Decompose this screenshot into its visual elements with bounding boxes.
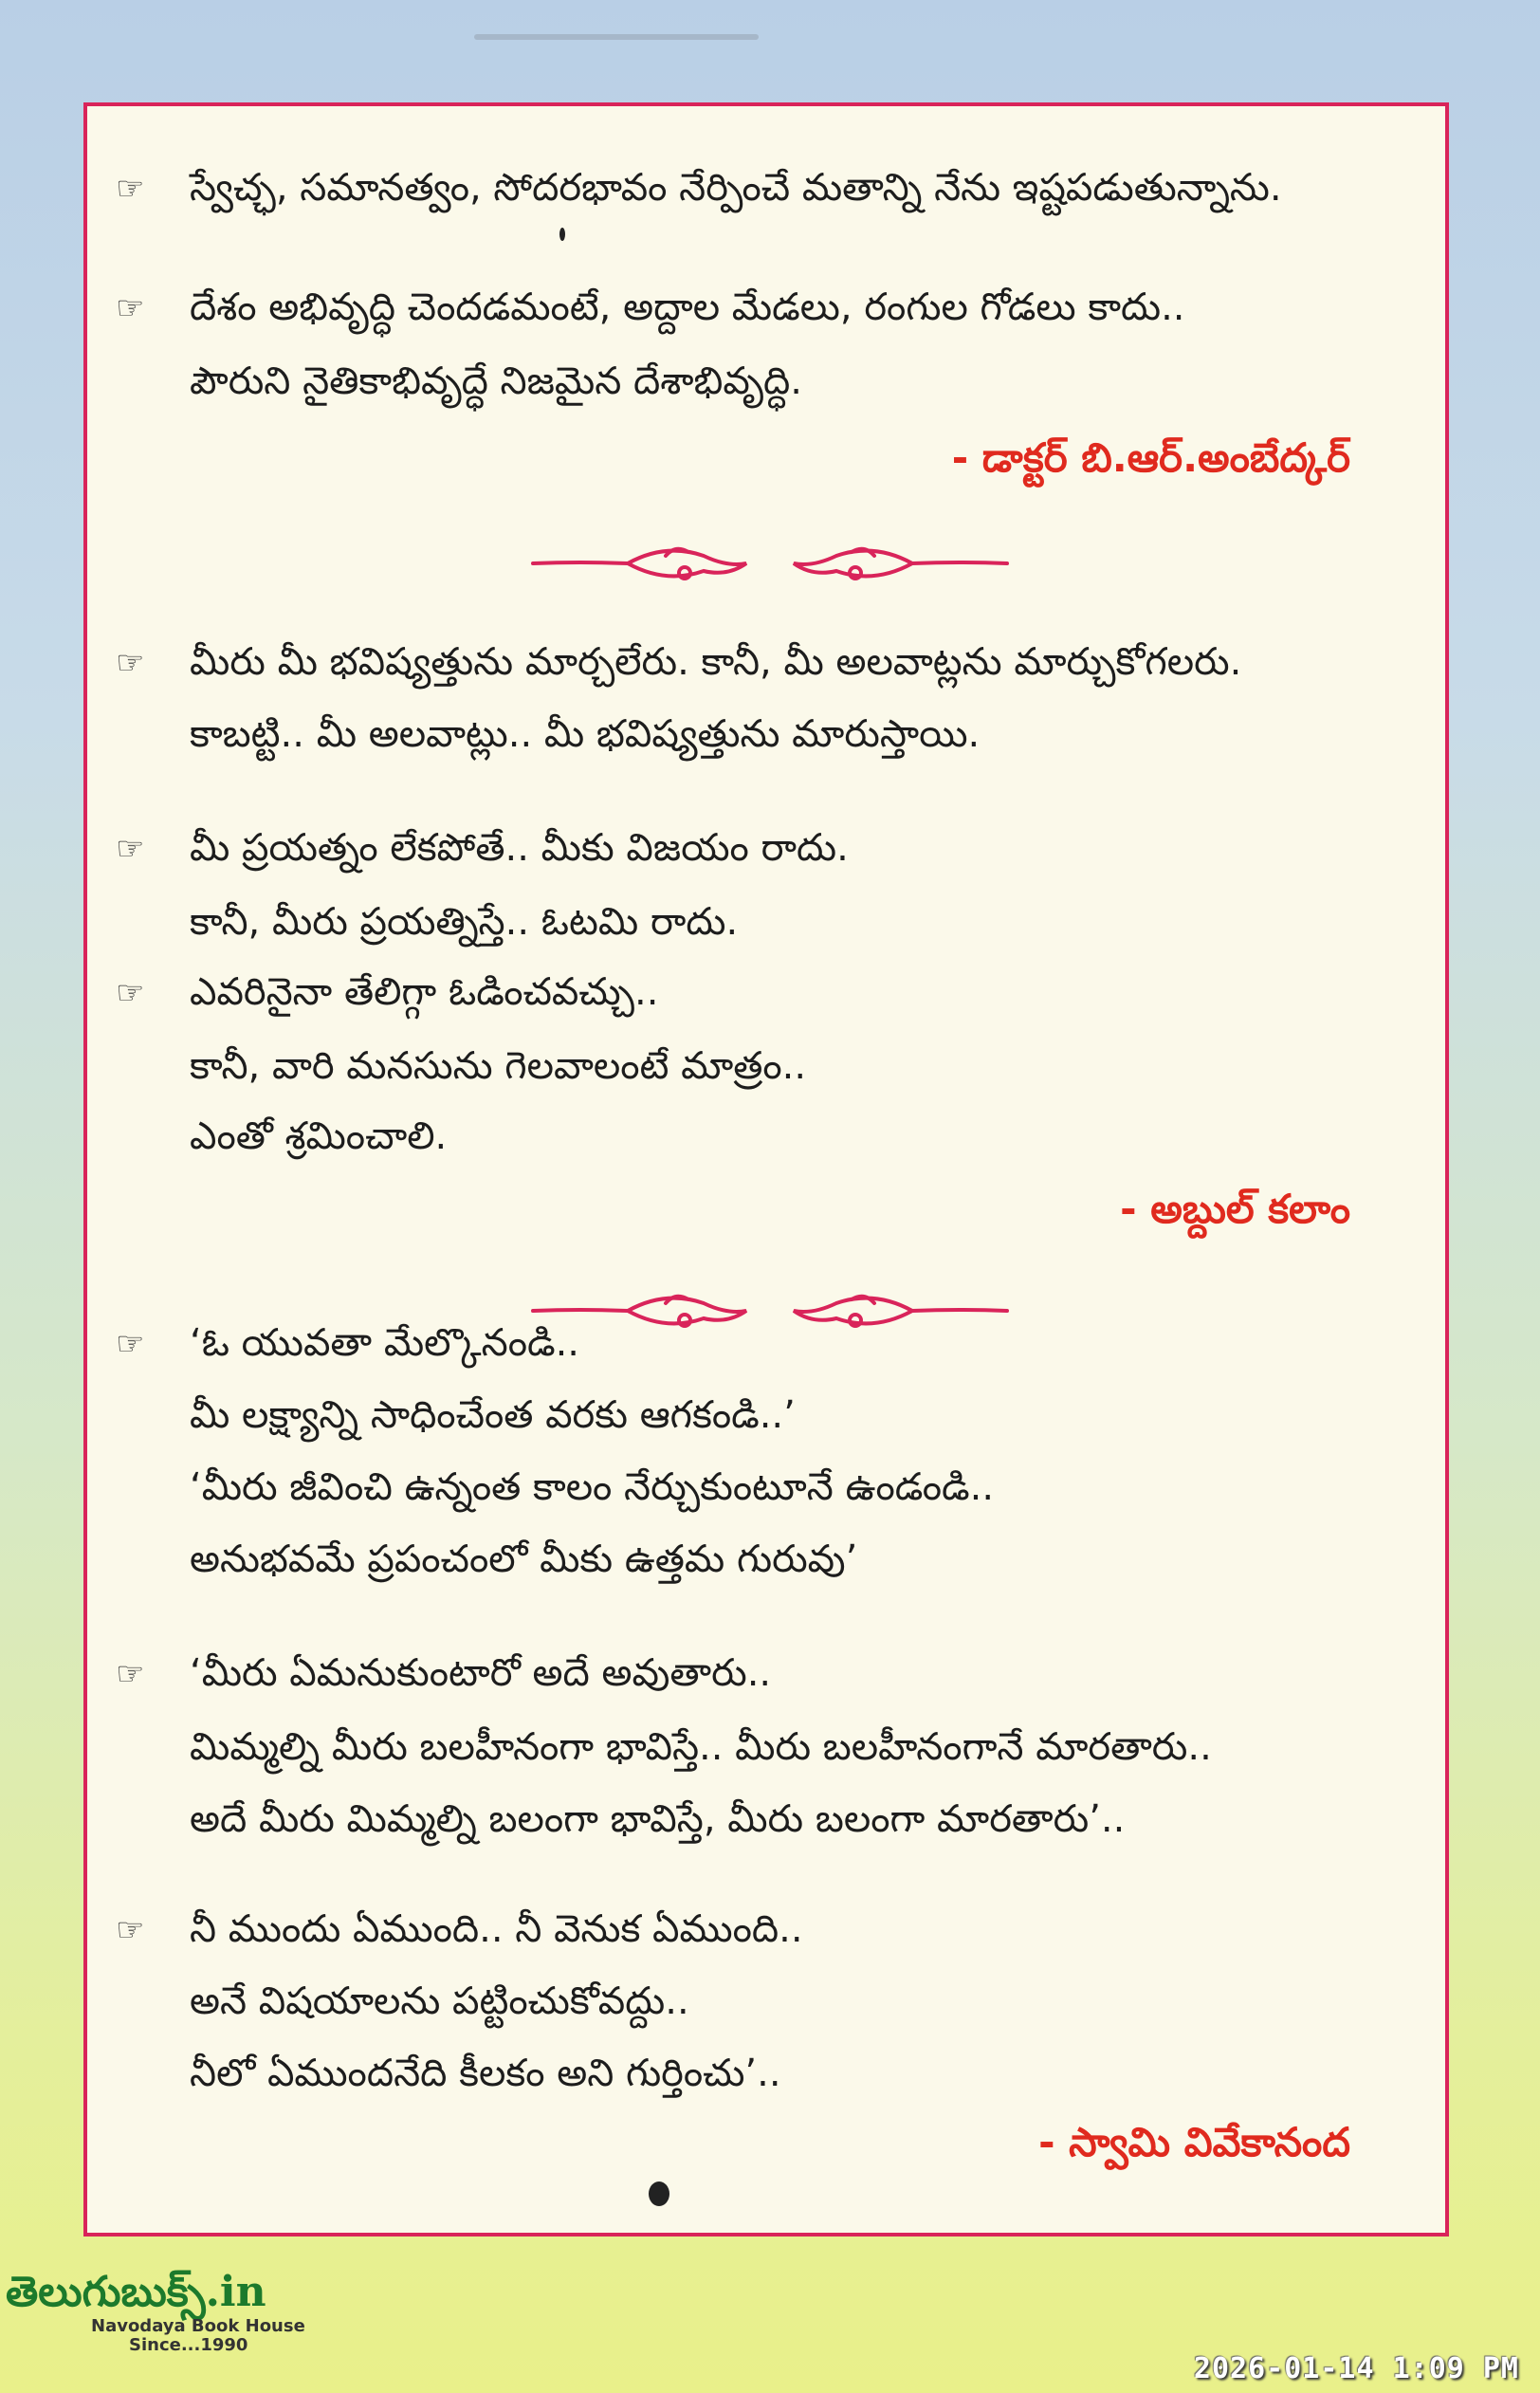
ornament-divider [523, 535, 1017, 592]
quote-line: నీలో ఏముందనేది కీలకం అని గుర్తించు’.. [190, 2052, 781, 2095]
quote-line: కానీ, వారి మనసును గెలవాలంటే మాత్రం.. [190, 1044, 807, 1088]
quote-line: అనే విషయాలను పట్టించుకోవద్దు.. [190, 1979, 689, 2023]
quote-line: స్వేచ్ఛ, సమానత్వం, సోదరభావం నేర్పించే మతాన్ని నేను ఇష్టపడుతున్నాను. [190, 166, 1282, 210]
ornament-divider [523, 1282, 1017, 1339]
quote-line: అనుభవమే ప్రపంచంలో మీకు ఉత్తమ గురువు’ [190, 1537, 858, 1581]
attribution-kalam: - అబ్దుల్ కలాం [1120, 1186, 1350, 1232]
quote-line: మిమ్మల్ని మీరు బలహీనంగా భావిస్తే.. మీరు బలహీనంగానే మారతారు.. [190, 1725, 1212, 1769]
pointing-hand-icon: ☞ [116, 289, 145, 327]
quote-line: ఎవరినైనా తేలిగ్గా ఓడించవచ్చు.. [190, 970, 659, 1014]
quote-line: కాబట్టి.. మీ అలవాట్లు.. మీ భవిష్యత్తును మారుస్తాయి. [190, 712, 981, 756]
quote-line: మీరు మీ భవిష్యత్తును మార్చలేరు. కానీ, మీ అలవాట్లను మార్చుకోగలరు. [190, 640, 1242, 684]
quote-card [83, 102, 1449, 2237]
quote-line: నీ ముందు ఏముంది.. నీ వెనుక ఏముంది.. [190, 1907, 803, 1951]
quote-line: ‘మీరు జీవించి ఉన్నంత కాలం నేర్చుకుంటూనే ఉండండి.. [190, 1465, 995, 1509]
quote-line: పౌరుని నైతికాభివృద్ధే నిజమైన దేశాభివృద్ధి. [190, 359, 802, 403]
quote-line: మీ లక్ష్యాన్ని సాధించేంత వరకు ఆగకండి..’ [190, 1393, 796, 1437]
pointing-hand-icon: ☞ [116, 1911, 145, 1949]
quote-line: ‘మీరు ఏమనుకుంటారో అదే అవుతారు.. [190, 1651, 772, 1695]
pointing-hand-icon: ☞ [116, 1655, 145, 1693]
ink-spot [649, 2181, 669, 2206]
publisher-since: Since...1990 [129, 2334, 248, 2355]
pointing-hand-icon: ☞ [116, 830, 145, 868]
pointing-hand-icon: ☞ [116, 974, 145, 1012]
scan-timestamp: 2026-01-14 1:09 PM [1193, 2352, 1519, 2385]
pointing-hand-icon: ☞ [116, 644, 145, 682]
scan-mark [474, 34, 759, 40]
quote-line: దేశం అభివృద్ధి చెందడమంటే, అద్దాల మేడలు, రంగుల గోడలు కాదు.. [190, 285, 1185, 329]
pointing-hand-icon: ☞ [116, 170, 145, 208]
publisher-name: Navodaya Book House [91, 2316, 305, 2336]
pointing-hand-icon: ☞ [116, 1325, 145, 1363]
quote-line: అదే మీరు మిమ్మల్ని బలంగా భావిస్తే, మీరు బలంగా మారతారు’.. [190, 1797, 1126, 1841]
quote-line: ‘ఓ యువతా మేల్కొనండి.. [190, 1321, 580, 1365]
logo-text: తెలుగుబుక్స్.in [6, 2268, 266, 2316]
ink-spot [559, 228, 565, 241]
publisher-logo [6, 2268, 305, 2355]
quote-line: ఎంతో శ్రమించాలి. [190, 1114, 448, 1158]
quote-line: కానీ, మీరు ప్రయత్నిస్తే.. ఓటమి రాదు. [190, 900, 739, 944]
attribution-vivekananda: - స్వామి వివేకానంద [1038, 2119, 1350, 2165]
attribution-ambedkar: - డాక్టర్ బి.ఆర్.అంబేద్కర్ [951, 434, 1350, 481]
quote-line: మీ ప్రయత్నం లేకపోతే.. మీకు విజయం రాదు. [190, 826, 849, 870]
